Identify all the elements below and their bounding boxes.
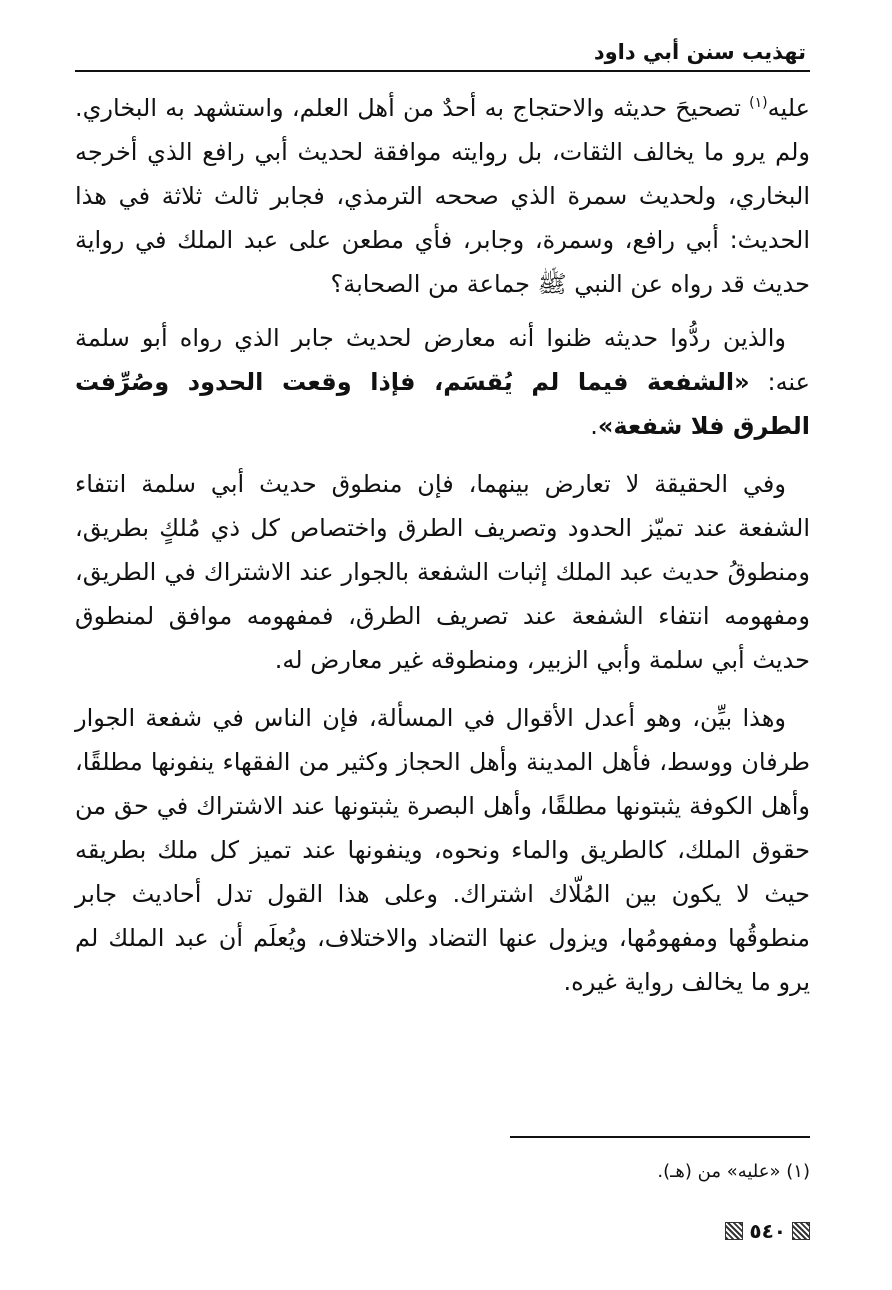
page-footer: [725, 1220, 810, 1242]
running-header: [75, 38, 810, 72]
paragraph-1-lead: عليه: [767, 94, 810, 122]
paragraph-3-body: وفي الحقيقة لا تعارض بينهما، فإن منطوق حديث أبي سلمة انتفاء الشفعة عند تميّز الحدود وتصريف الطرق واختصاص كل ذي مُلكٍ بطريق، ومنطوقُ حديث عبد الملك إثبات الشفعة بالجوار عند الاشتراك في الطريق، ومفهومه انتفاء الشفعة عند تصريف الطرق، فمفهومه موافق لمنطوق حديث أبي سلمة وأبي الزبير، ومنطوقه غير معارض له.: [75, 470, 810, 674]
paragraph-2-end: .: [590, 412, 598, 440]
footnote-rule: [510, 1136, 810, 1138]
footnote-text: «عليه» من (هـ).: [657, 1161, 781, 1182]
paragraph-4-body: وهذا بيِّن، وهو أعدل الأقوال في المسألة، فإن الناس في شفعة الجوار طرفان ووسط، فأهل المدينة وأهل الحجاز وكثير من الفقهاء ينفونها مطلقًا، وأهل الكوفة يثبتونها مطلقًا، وأهل البصرة يثبتونها عند الاشتراك في حق من حقوق الملك، كالطريق والماء ونحوه، وينفونها عند تميز كل ملك بطريقه حيث لا يكون بين المُلّاك اشتراك. وعلى هذا القول تدل أحاديث جابر منطوقُها ومفهومُها، ويزول عنها التضاد والاختلاف، ويُعلَم أن عبد الملك لم يرو ما يخالف رواية غيره.: [75, 704, 810, 996]
header-rule: [75, 70, 810, 72]
book-page: [75, 38, 810, 1268]
paragraph-1-body: تصحيحَ حديثه والاحتجاج به أحدٌ من أهل العلم، واستشهد به البخاري. ولم يرو ما يخالف الثقات، بل روايته موافقة لحديث أبي رافع الذي أخرجه البخاري، ولحديث سمرة الذي صححه الترمذي، فجابر ثالث ثلاثة في هذا الحديث: أبي رافع، وسمرة، وجابر، فأي مطعن على عبد الملك في رواية حديث قد رواه عن النبي ﷺ جماعة من الصحابة؟: [75, 94, 810, 298]
ornament-icon: [792, 1222, 810, 1240]
hadith-quote: «الشفعة فيما لم يُقسَم، فإذا وقعت الحدود وصُرِّفت الطرق فلا شفعة»: [75, 368, 810, 440]
paragraph-4: [75, 696, 810, 1004]
paragraph-2: [75, 316, 810, 448]
book-title: تهذيب سنن أبي داود: [593, 40, 806, 64]
paragraph-3: [75, 462, 810, 682]
footnote: [75, 1158, 810, 1186]
body-text: [75, 86, 810, 1004]
ornament-icon: [725, 1222, 743, 1240]
paragraph-2-body: والذين ردُّوا حديثه ظنوا أنه معارض لحديث جابر الذي رواه أبو سلمة عنه:: [75, 324, 810, 396]
footnote-area: [75, 1136, 810, 1186]
footnote-reference: (١): [749, 95, 768, 111]
footnote-number: (١): [786, 1161, 810, 1182]
paragraph-1: [75, 86, 810, 306]
page-number: ٥٤٠: [749, 1219, 786, 1243]
